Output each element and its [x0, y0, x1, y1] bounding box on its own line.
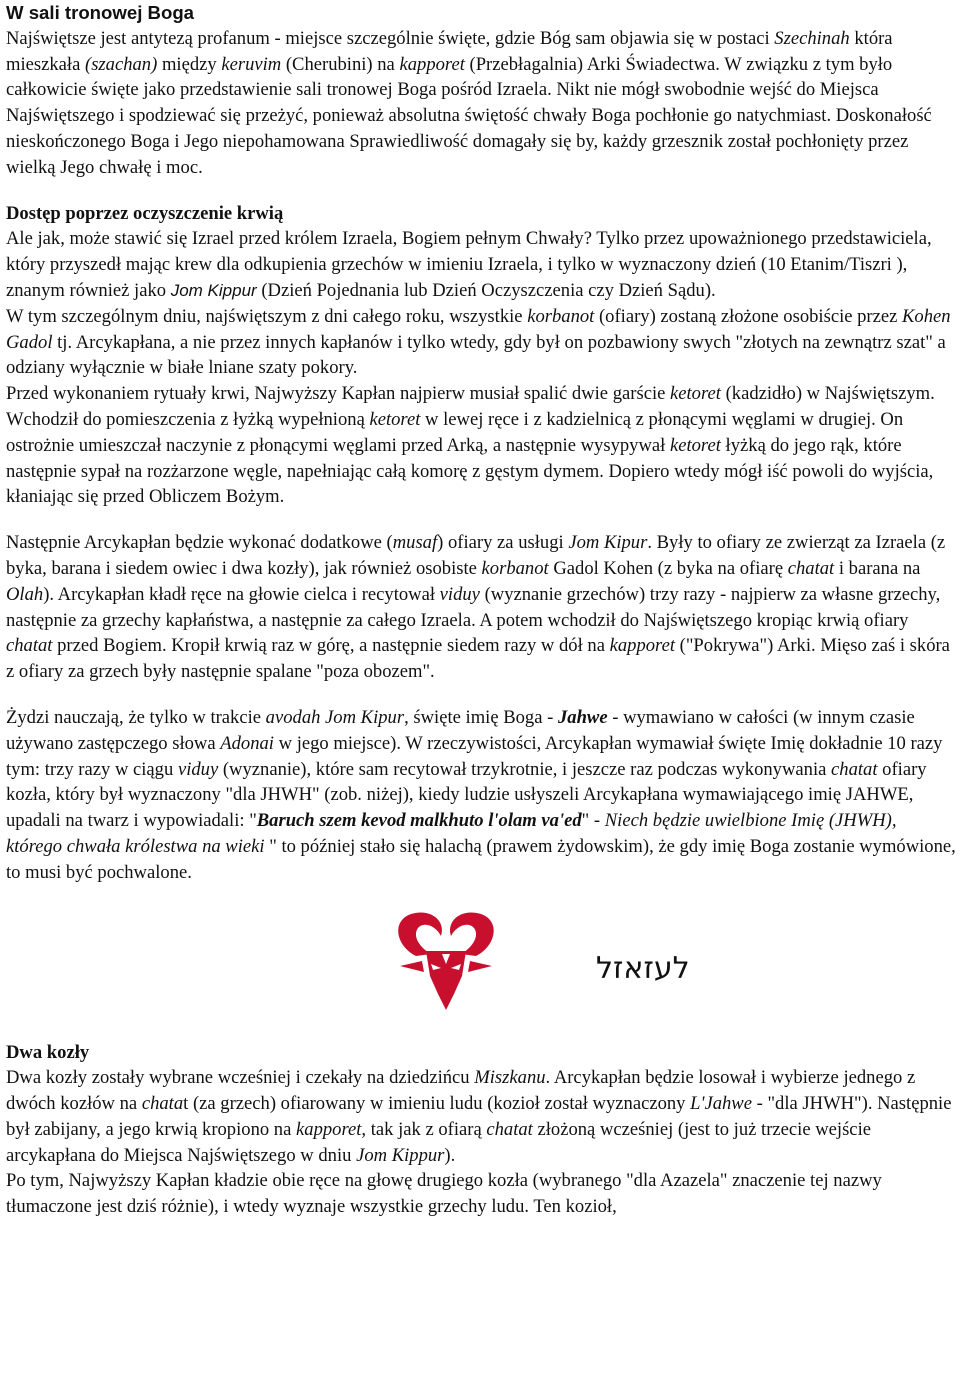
italic-term: Jom Kippur	[356, 1144, 445, 1166]
text-run: ) ofiary za usługi	[437, 532, 569, 554]
document-page	[6, 0, 956, 1220]
italic-term: chatat	[787, 557, 835, 579]
azazel-emblem	[386, 906, 690, 1016]
text-run: ("Pokrywa") Arki. Mięso zaś i skóra z ofiary za grzech były następnie spalane "poza obozem".	[6, 635, 950, 683]
paragraph-musaf	[6, 530, 956, 685]
text-run: między	[157, 53, 222, 75]
italic-term: L'Jahwe	[690, 1093, 752, 1115]
text-run: i barana na	[834, 557, 921, 579]
bold-italic-term: Baruch szem kevod malkhuto l'olam va'ed	[256, 810, 582, 832]
italic-term: musaf	[392, 532, 438, 554]
italic-term: keruvim	[221, 53, 282, 75]
text-run: Następnie Arcykapłan będzie wykonać dodatkowe (	[6, 532, 393, 554]
italic-term: ketoret	[669, 434, 721, 456]
text-run: ofiary kozła, który był wyznaczony "dla JHWH" (zob. niżej), kiedy ludzie usłyszeli Arcykapłana wymawiającego imię JAHWE, upadali na twarz i wypowiadali: "	[6, 758, 927, 832]
section-title-throne-room: W sali tronowej Boga	[6, 2, 195, 23]
text-run: . Były to ofiary ze zwierząt za Izraela (z byka, barana i siedem owiec i dwa kozły), jak również osobiste	[6, 532, 946, 579]
spacer	[6, 510, 956, 530]
paragraph-two-goats-1	[6, 1065, 956, 1168]
text-run: Żydzi nauczają, że tylko w trakcie	[6, 706, 266, 728]
text-run: (Dzień Pojednania lub Dzień Oczyszczenia czy Dzień Sądu).	[256, 279, 716, 301]
italic-term: chatat	[6, 635, 53, 657]
paragraph-divine-name	[6, 705, 956, 886]
text-run: Gadol Kohen (z byka na ofiarę	[548, 557, 788, 579]
text-run: przed Bogiem. Kropił krwią raz w górę, a następnie siedem razy w dół na	[52, 635, 610, 657]
italic-term: chatat	[831, 758, 878, 780]
text-run: ). Arcykapłan kładł ręce na głowie cielca i recytował	[43, 583, 440, 605]
italic-term: kapporet	[399, 53, 465, 75]
italic-term: viduy	[177, 758, 219, 780]
italic-term: kapporet,	[296, 1118, 367, 1140]
text-run: " to później stało się halachą (prawem żydowskim), że gdy imię Boga zostanie wymówione, to musi być pochwalone.	[6, 835, 956, 883]
text-run: Po tym, Najwyższy Kapłan kładzie obie ręce na głowę drugiego kozła (wybranego "dla Azazela" znaczenie tej nazwy tłumaczone jest dziś różnie), i wtedy wyznaje wszystkie grzechy ludu. Ten kozioł,	[6, 1170, 882, 1218]
text-run: (Przebłagalnia) Arki Świadectwa. W związku z tym było całkowicie święte jako przedstawienie sali tronowej Boga pośród Izraela. Nikt nie mógł swobodnie wejść do Miejsca Najświętszego i spodziewać się przeżyć, ponieważ absolutna świętość chwały Boga pochłonie go natychmiast. Doskonałość nieskończonego Boga i Jego niepohamowana Sprawiedliwość domagały się by, każdy grzesznik został pochłonięty przez wielką Jego chwałę i moc.	[6, 53, 932, 178]
bold-italic-term: Jahwe	[557, 706, 608, 728]
text-run: (wyznanie), które sam recytował trzykrotnie, i jeszcze raz podczas wykonywania	[218, 758, 832, 780]
spacer	[6, 181, 956, 201]
text-run: - wymawiano w całości (w innym czasie używano zastępczego słowa	[6, 706, 915, 754]
italic-term: ketoret	[670, 383, 721, 405]
italic-term: Adonai	[220, 732, 274, 754]
text-run: łyżką do jego rąk, które następnie sypał na rozżarzone węgle, napełniając całą komorę z gęstym dymem. Dopiero wtedy mógł iść powoli do wyjścia, kłaniając się przed Obliczem Bożym.	[6, 434, 934, 508]
text-run: . Arcykapłan będzie losował i wybierze jednego z dwóch kozłów na	[6, 1067, 916, 1115]
text-run: W tym szczególnym dniu, najświętszym z dni całego roku, wszystkie	[6, 305, 528, 327]
italic-term: korbanot	[481, 557, 549, 579]
italic-term: korbanot	[527, 305, 595, 327]
text-run: w lewej ręce i z kadzielnicą z płonącymi węglami w drugiej. On ostrożnie umieszczał naczynie z płonącymi węglami przed Arką, a następnie wysypywał	[6, 408, 904, 456]
italic-term: Kohen Gadol	[6, 305, 951, 353]
text-run: , święte imię Boga -	[404, 706, 558, 728]
italic-term: chatat	[486, 1118, 533, 1140]
italic-term: Niech będzie uwielbione Imię (JHWH), którego chwała królestwa na wieki	[6, 810, 897, 857]
section-title-blood-access: Dostęp poprzez oczyszczenie krwią	[6, 202, 284, 224]
italic-term: Jom Kippur	[170, 280, 257, 300]
italic-term: Szechinah	[774, 27, 850, 49]
paragraph-two-goats-2	[6, 1168, 956, 1220]
italic-term: chata	[141, 1093, 184, 1115]
paragraph-blood-access-2	[6, 304, 956, 381]
italic-term: viduy	[439, 583, 480, 605]
italic-term: avodah Jom Kipur	[265, 706, 405, 728]
paragraph-blood-access-1	[6, 226, 956, 303]
text-run: w jego miejsce). W rzeczywistości, Arcykapłan wymawiał święte Imię dokładnie 10 razy tym: trzy razy w ciągu	[6, 732, 943, 780]
text-run: tj. Arcykapłana, a nie przez innych kapłanów i tylko wtedy, gdy był on pozbawiony swych "złotych na zewnątrz szat" a odziany wyłącznie w białe lniane szaty pokory.	[6, 331, 946, 379]
text-run: tak jak z ofiarą	[366, 1118, 487, 1140]
text-run: Najświętsze jest antytezą profanum - miejsce szczególnie święte, gdzie Bóg sam objawia się w postaci	[6, 27, 775, 49]
text-run: - "dla JHWH"). Następnie był zabijany, a jego krwią kropiono na	[6, 1093, 952, 1140]
italic-term: kapporet	[609, 635, 675, 657]
text-run: Dwa kozły zostały wybrane wcześniej i czekały na dziedzińcu	[6, 1067, 475, 1089]
italic-term: Jom Kipur	[568, 532, 648, 554]
spacer	[6, 1016, 956, 1040]
text-run: (Cherubini) na	[281, 53, 400, 75]
italic-term: ketoret	[369, 408, 421, 430]
text-run: (wyznanie grzechów) trzy razy - najpierw za własne grzechy, następnie za grzechy kapłaństwa, a następnie za całego Izraela. A potem wchodził do Najświętszego kropiąc krwią ofiary	[6, 583, 941, 631]
text-run: Przed wykonaniem rytuały krwi, Najwyższy Kapłan najpierw musiał spalić dwie garście	[6, 383, 671, 405]
section-title-two-goats: Dwa kozły	[6, 1041, 90, 1063]
goat-head-icon	[398, 912, 493, 1009]
spacer	[6, 685, 956, 705]
text-run: Ale jak, może stawić się Izrael przed królem Izraela, Bogiem pełnym Chwały? Tylko przez upoważnionego przedstawiciela, który przyszedł mając krew dla odkupienia grzechów w imieniu Izraela, i tylko w wyznaczony dzień (10 Etanim/Tiszri ), znanym również jako	[6, 228, 932, 301]
text-run: która mieszkała	[6, 27, 893, 75]
text-run: (kadzidło) w Najświętszym. Wchodził do pomieszczenia z łyżką wypełnioną	[6, 383, 935, 430]
italic-term: Olah	[6, 583, 44, 605]
italic-term: (szachan)	[85, 53, 158, 75]
italic-term: Miszkanu	[474, 1067, 546, 1089]
text-run: " -	[581, 810, 605, 832]
hebrew-caption: לעזאזל	[596, 950, 690, 986]
paragraph-blood-access-3	[6, 381, 956, 510]
paragraph-throne-room	[6, 26, 956, 181]
text-run: t (za grzech) ofiarowany w imieniu ludu (kozioł został wyznaczony	[183, 1093, 691, 1115]
text-run: ).	[444, 1144, 456, 1166]
text-run: złożoną wcześniej (jest to już trzecie wejście arcykapłana do Miejsca Najświętszego w dniu	[6, 1118, 871, 1166]
text-run: (ofiary) zostaną złożone osobiście przez	[594, 305, 903, 327]
